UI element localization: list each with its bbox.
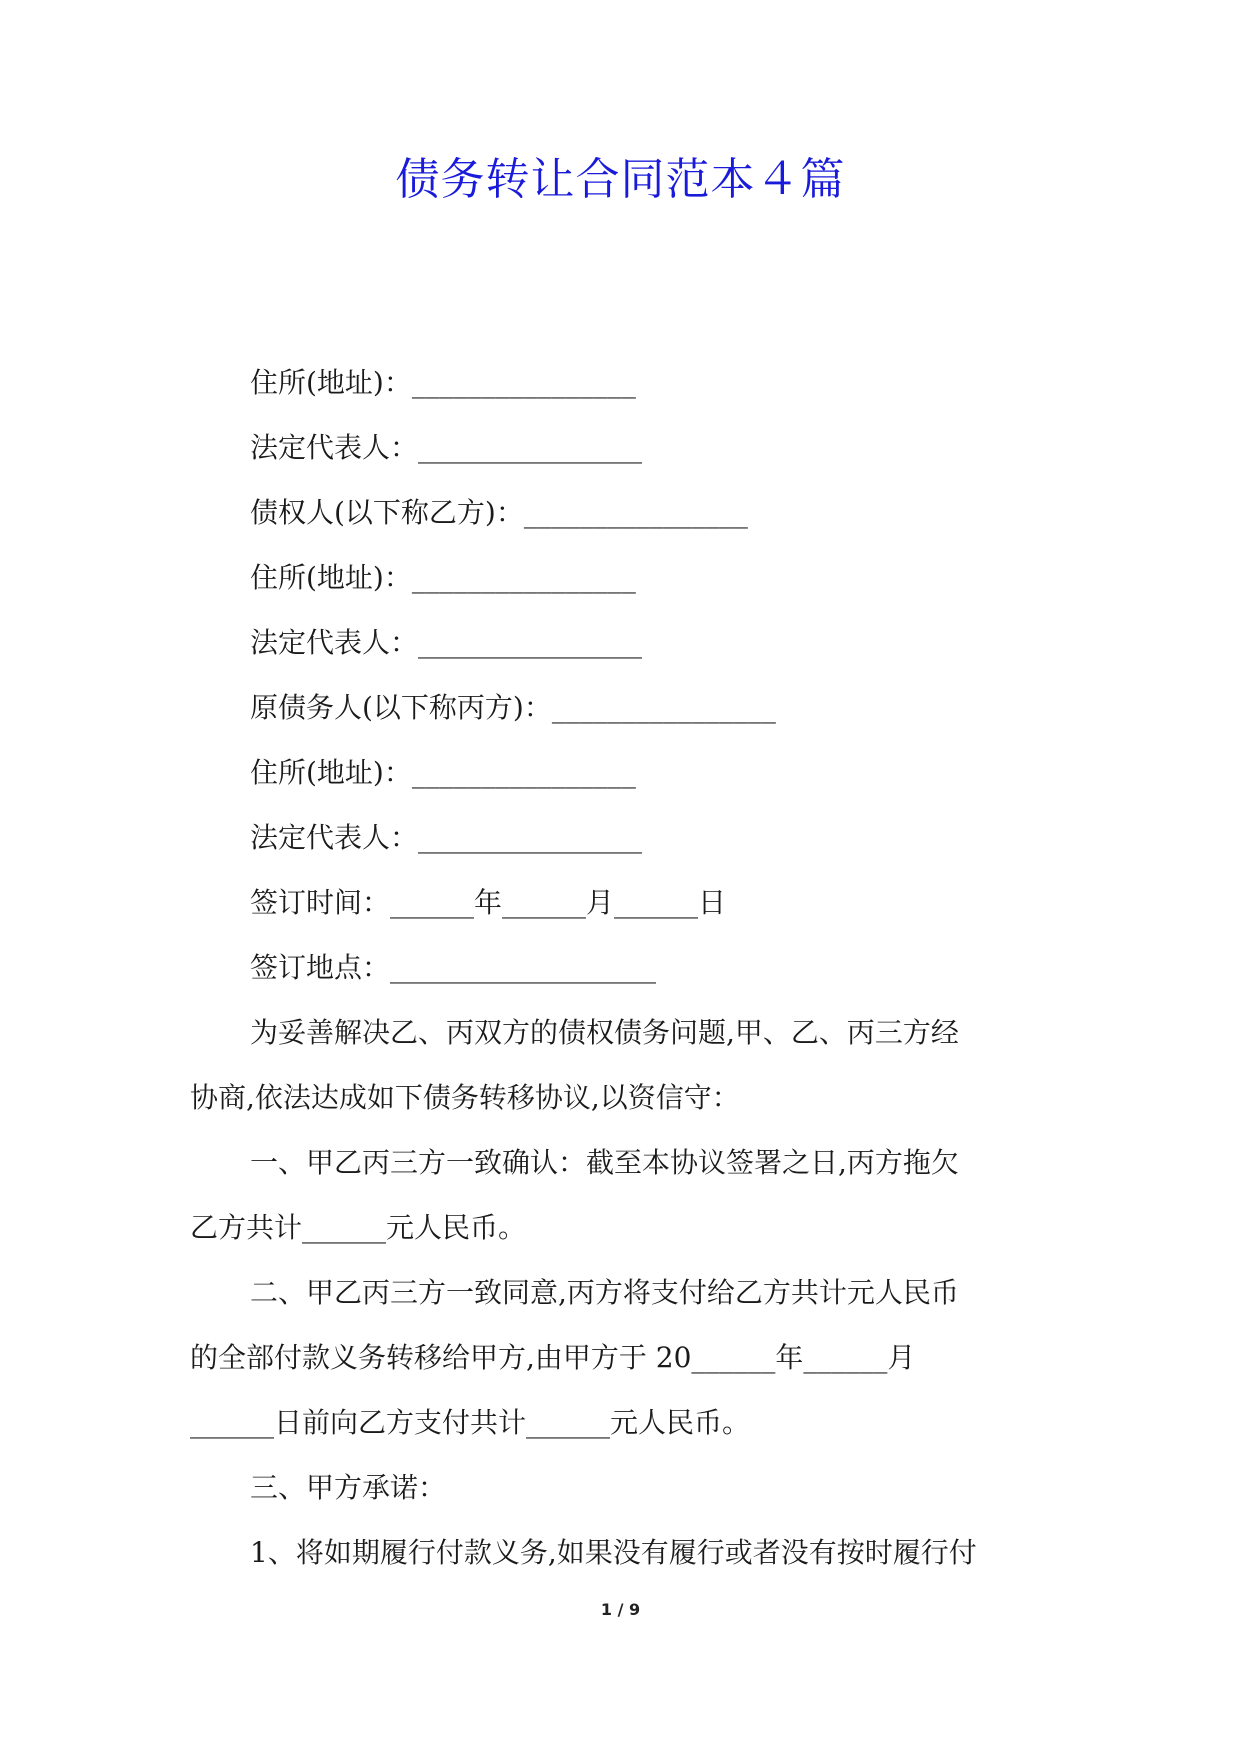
text-line: 法定代表人：________________: [250, 626, 643, 659]
text-line: 住所(地址)：________________: [250, 366, 636, 399]
paragraph-line: ______日前向乙方支付共计______元人民币。: [190, 1406, 751, 1439]
text-line: 住所(地址)：________________: [250, 756, 636, 789]
paragraph-line: 的全部付款义务转移给甲方,由甲方于 20______年______月: [190, 1341, 916, 1374]
text-line: 债权人(以下称乙方)：________________: [250, 496, 748, 529]
text-line: 签订地点：___________________: [250, 951, 657, 984]
text-line: 法定代表人：________________: [250, 431, 643, 464]
text-line: 签订时间：______年______月______日: [250, 886, 727, 919]
paragraph-line: 协商,依法达成如下债务转移协议,以资信守：: [190, 1081, 740, 1114]
text-line: 住所(地址)：________________: [250, 561, 636, 594]
paragraph-line: 一、甲乙丙三方一致确认：截至本协议签署之日,丙方拖欠: [250, 1146, 959, 1179]
paragraph-line: 乙方共计______元人民币。: [190, 1211, 527, 1244]
document-body: [190, 350, 1060, 1585]
paragraph-line: 二、甲乙丙三方一致同意,丙方将支付给乙方共计元人民币: [250, 1276, 959, 1309]
text-line: 法定代表人：________________: [250, 821, 643, 854]
paragraph-line: 1、将如期履行付款义务,如果没有履行或者没有按时履行付: [250, 1536, 977, 1569]
document-title: 债务转让合同范本４篇: [395, 154, 846, 205]
paragraph-line: 为妥善解决乙、丙双方的债权债务问题,甲、乙、丙三方经: [250, 1016, 959, 1049]
text-line: 原债务人(以下称丙方)：________________: [250, 691, 776, 724]
paragraph-line: 三、甲方承诺：: [250, 1471, 447, 1504]
page-number: 1 / 9: [600, 1600, 641, 1619]
